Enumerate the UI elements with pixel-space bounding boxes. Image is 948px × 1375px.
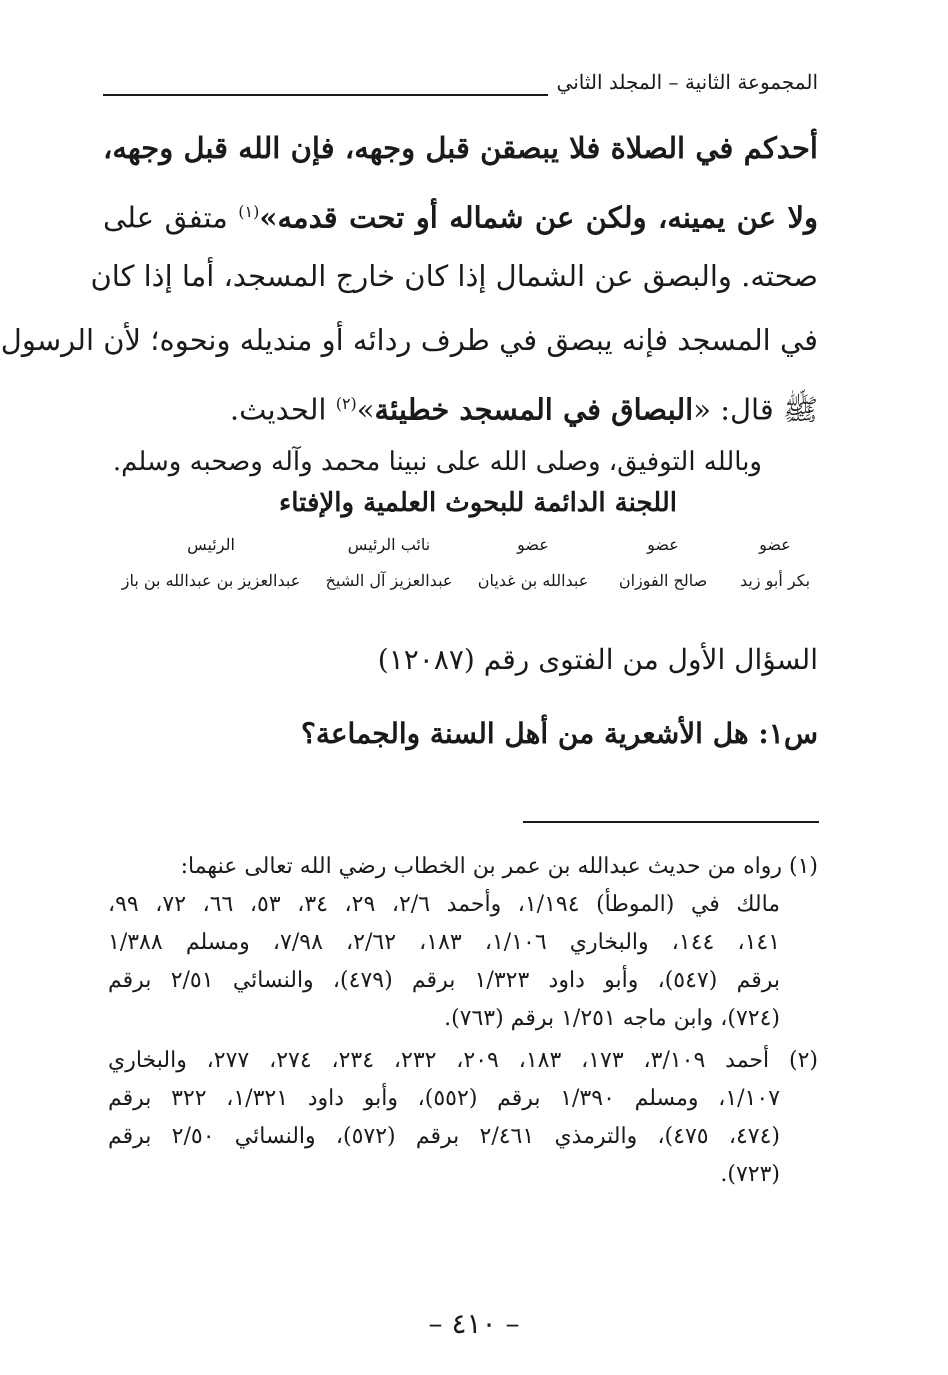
- running-head-rule: [103, 94, 548, 96]
- footnote-2-line-4: (٧٢٣).: [720, 1162, 780, 1187]
- body-line-1: [103, 128, 818, 168]
- footnote-2-line-1: [108, 1046, 818, 1076]
- member-role: عضو: [517, 535, 549, 554]
- footnote-1-line-2: مالك في (الموطأ) ١/١٩٤، وأحمد ٢/٦، ٢٩، ٣٤، ٥٣، ٦٦، ٧٢، ٩٩،: [108, 892, 781, 917]
- page-number: – ٤١٠ –: [428, 1307, 520, 1340]
- member-1: [730, 534, 820, 592]
- running-head: [103, 68, 818, 102]
- member-4: [314, 534, 464, 592]
- body-line-2-normal: متفق على: [103, 200, 239, 235]
- member-name: بكر أبو زيد: [739, 571, 811, 590]
- body-line-5-normal: الحديث.: [229, 392, 336, 427]
- footnote-1-line-3: ١٤١، ١٤٤، والبخاري ١/١٠٦، ١٨٣، ٢/٦٢، ٧/٩٨، ومسلم ١/٣٨٨: [108, 930, 781, 955]
- footnote-ref-1: (١): [238, 202, 260, 221]
- footnote-1-number: (١): [788, 854, 818, 879]
- body-line-5: [103, 384, 818, 430]
- footnote-separator: [523, 821, 819, 823]
- body-line-1-bold: أحدكم في الصلاة فلا يبصقن قبل وجهه، فإن الله قبل وجهه،: [103, 131, 818, 165]
- member-2: [608, 534, 718, 592]
- running-head-title: المجموعة الثانية – المجلد الثاني: [556, 70, 818, 94]
- body-line-2-bold: ولا عن يمينه، ولكن عن شماله أو تحت قدمه»: [259, 200, 819, 235]
- footnote-2-line-3: (٤٧٤، ٤٧٥)، والترمذي ٢/٤٦١ برقم (٥٧٢)، والنسائي ٢/٥٠ برقم: [108, 1124, 780, 1149]
- closing-line: وبالله التوفيق، وصلى الله على نبينا محمد وآله وصحبه وسلم.: [112, 447, 762, 477]
- footnote-2-line-2: ١/١٠٧، ومسلم ١/٣٩٠ برقم (٥٥٢)، وأبو داود ١/٣٢١، ٣٢٢ برقم: [108, 1086, 781, 1111]
- footnote-1-line-1: [108, 852, 818, 882]
- hadith-quote: البصاق في المسجد خطيئة: [374, 392, 694, 427]
- member-3: [468, 534, 598, 592]
- footnote-ref-2: (٢): [335, 394, 357, 413]
- body-line-4: [0, 320, 818, 360]
- body-line-5-pre: ﷺ قال: «: [693, 392, 818, 427]
- member-role: عضو: [647, 535, 679, 554]
- fatwa-question-ref: السؤال الأول من الفتوى رقم (١٢٠٨٧): [377, 643, 818, 676]
- fatwa-question: س١: هل الأشعرية من أهل السنة والجماعة؟: [300, 717, 818, 750]
- footnote-1-text: رواه من حديث عبدالله بن عمر بن الخطاب رضي الله تعالى عنهما:: [180, 854, 782, 879]
- body-line-3-normal: صحته. والبصق عن الشمال إذا كان خارج المسجد، أما إذا كان: [90, 259, 818, 293]
- body-line-4-normal: في المسجد فإنه يبصق في طرف ردائه أو منديله ونحوه؛ لأن الرسول: [0, 323, 818, 357]
- footnote-1-line-5: (٧٢٤)، وابن ماجه ١/٢٥١ برقم (٧٦٣).: [444, 1006, 780, 1031]
- member-name: عبدالعزيز بن عبدالله بن باز: [121, 571, 301, 590]
- committee-title: اللجنة الدائمة للبحوث العلمية والإفتاء: [279, 488, 677, 518]
- member-role: نائب الرئيس: [347, 535, 431, 554]
- body-line-5-post: »: [356, 392, 375, 427]
- member-name: عبدالعزيز آل الشيخ: [325, 571, 453, 590]
- member-role: الرئيس: [187, 535, 235, 554]
- member-5: [116, 534, 306, 592]
- footnote-2-number: (٢): [789, 1048, 819, 1073]
- footnote-2-text: أحمد ٣/١٠٩، ١٧٣، ١٨٣، ٢٠٩، ٢٣٢، ٢٣٤، ٢٧٤، ٢٧٧، والبخاري: [108, 1048, 770, 1073]
- body-line-2: [103, 192, 818, 238]
- member-name: عبدالله بن غديان: [477, 571, 589, 590]
- member-role: عضو: [759, 535, 791, 554]
- member-name: صالح الفوزان: [618, 571, 708, 590]
- footnote-1-line-4: برقم (٥٤٧)، وأبو داود ١/٣٢٣ برقم (٤٧٩)، والنسائي ٢/٥١ برقم: [108, 968, 780, 993]
- body-line-3: [90, 256, 818, 296]
